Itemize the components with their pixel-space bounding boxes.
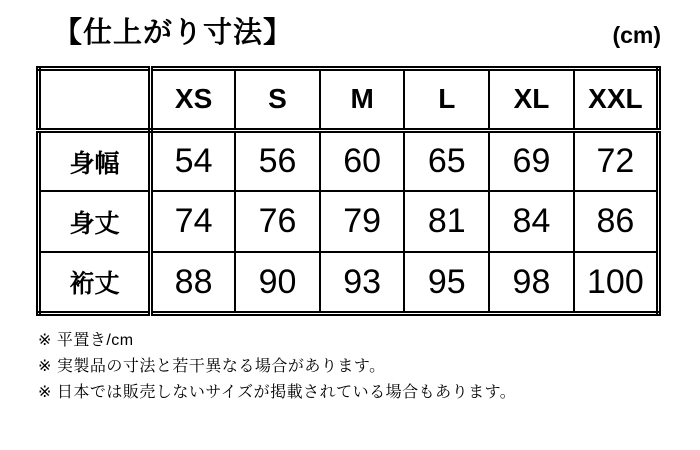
footnote-flat-measure: ※ 平置き/cm [38, 331, 134, 349]
title-row [36, 16, 661, 51]
size-cell: 69 [489, 130, 574, 191]
unit-label: (cm) [612, 21, 661, 48]
size-cell: 72 [574, 130, 659, 191]
size-cell: 54 [151, 130, 236, 191]
size-cell: 81 [404, 191, 489, 252]
size-cell: 74 [151, 191, 236, 252]
table-row-body-length [39, 191, 659, 252]
footnote-japan-sizes: ※ 日本では販売しないサイズが掲載されている場合もあります。 [38, 383, 517, 401]
size-cell: 90 [235, 252, 320, 313]
size-column-header-m: M [320, 68, 405, 130]
size-column-header-s: S [235, 68, 320, 130]
size-column-header-xxl: XXL [574, 68, 659, 130]
size-cell: 88 [151, 252, 236, 313]
row-header-sleeve-length: 裄丈 [39, 252, 151, 313]
size-table [36, 66, 661, 316]
size-cell: 98 [489, 252, 574, 313]
table-row-sleeve-length [39, 252, 659, 313]
size-column-header-l: L [404, 68, 489, 130]
row-header-body-width: 身幅 [39, 130, 151, 191]
size-cell: 60 [320, 130, 405, 191]
size-cell: 95 [404, 252, 489, 313]
size-cell: 76 [235, 191, 320, 252]
size-cell: 86 [574, 191, 659, 252]
footnote-tolerance: ※ 実製品の寸法と若干異なる場合があります。 [38, 357, 386, 375]
footnotes [38, 331, 670, 402]
table-row-body-width [39, 130, 659, 191]
size-column-header-xs: XS [151, 68, 236, 130]
size-cell: 65 [404, 130, 489, 191]
row-header-body-length: 身丈 [39, 191, 151, 252]
size-cell: 56 [235, 130, 320, 191]
corner-cell [39, 68, 151, 130]
size-cell: 84 [489, 191, 574, 252]
size-header-row [39, 68, 659, 130]
size-cell: 100 [574, 252, 659, 313]
size-column-header-xl: XL [489, 68, 574, 130]
page-title: 【仕上がり寸法】 [53, 17, 294, 49]
size-chart-page [0, 16, 700, 450]
size-cell: 79 [320, 191, 405, 252]
size-cell: 93 [320, 252, 405, 313]
